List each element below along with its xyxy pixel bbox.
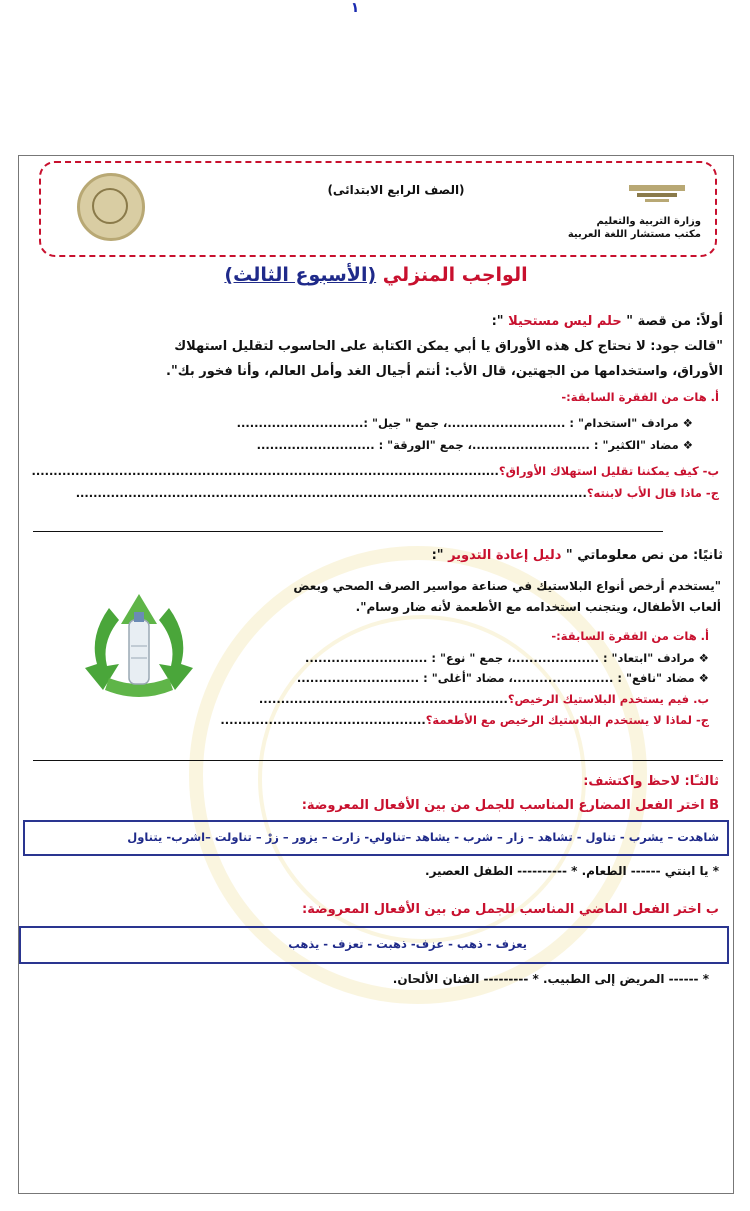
- section3-heading: ثالثـًا: لاحظ واكتشف:: [583, 774, 719, 789]
- verbs-options-2: يعزف - ذهب - عزف- ذهبت - تعزف - يذهب: [288, 937, 527, 951]
- section2-question-c: ج- لماذا لا يستخدم البلاستيك الرخيص مع الأطعمة؟...............................................: [220, 713, 709, 727]
- section1-question-c: ج- ماذا قال الأب لابنته؟.....................................................................................................................: [75, 486, 719, 500]
- verbs-box-2: [19, 926, 729, 964]
- section1-question-a-item2: ❖ مضاد "الكثير" : ...........................، جمع "الورقة" : ...........................: [256, 438, 693, 452]
- title-week: (الأسبوع الثالث): [224, 264, 377, 286]
- verbs-box-1: [23, 820, 729, 856]
- grade-label: (الصف الرابع الابتدائى): [327, 183, 465, 197]
- page-title: [19, 264, 733, 286]
- section1-question-b: ب- كيف يمكننا تقليل استهلاك الأوراق؟...........................................................................................................: [31, 464, 719, 478]
- section2-paragraph-line2: ألعاب الأطفال، ويتجنب استخدامه مع الأطعمة لأنه ضار وسام".: [355, 600, 721, 614]
- section1-paragraph: [23, 334, 723, 384]
- divider-2: [33, 760, 723, 761]
- section2-question-a-item1: ❖ مرادف "ابتعاد" : ....................، جمع " نوع" : ............................: [305, 651, 709, 665]
- section2-question-a-item2: ❖ مضاد "نافع" : .......................، مضاد "أغلى" : ............................: [296, 671, 709, 685]
- section3-sentence1: * يا ابنتي ------ الطعام. * ---------- الطفل العصير.: [425, 864, 719, 878]
- ministry-logo-icon: [627, 181, 687, 207]
- section1-question-a: أ. هات من الفقرة السابقة:-: [561, 390, 719, 404]
- section1-question-a-item1: ❖ مرادف "استخدام" : ...........................، جمع " جيل" :.............................: [236, 416, 693, 430]
- recycle-bottle-icon: [79, 586, 199, 706]
- section3-sentence2: * ------ المريض إلى الطبيب. * --------- الفنان الألحان.: [392, 972, 709, 986]
- section2-paragraph: [221, 576, 721, 618]
- section2-question-b: ب. فيم يستخدم البلاستيك الرخيص؟.........................................................: [258, 692, 709, 706]
- ministry-line1: وزارة التربية والتعليم: [596, 216, 701, 227]
- section2-heading: ثانيًا: من نص معلوماتي " دليل إعادة التدوير ":: [431, 548, 723, 563]
- section3-instruction1: B اختر الفعل المضارع المناسب للجمل من بين الأفعال المعروضة:: [301, 798, 719, 813]
- ministry-name: [531, 215, 701, 241]
- title-main: الواجب المنزلي: [382, 264, 528, 286]
- section2-paragraph-line1: "يستخدم أرخص أنواع البلاستيك في صناعة مواسير الصرف الصحي وبعض: [293, 579, 721, 593]
- ministry-line2: مكتب مستشار اللغة العربية: [567, 229, 701, 240]
- ministry-seal-logo: [77, 173, 145, 241]
- verbs-options-1: شاهدت – يشرب - تناول - تشاهد – زار – شرب - يشاهد –تناولي- زارت – يزور – زرْ – تناولت –اشرب- يتناول: [127, 830, 719, 844]
- section2-question-a: أ. هات من الفقرة السابقة:-: [551, 629, 709, 643]
- section1-heading: أولاً: من قصة " حلم ليس مستحيلا ":: [491, 314, 723, 329]
- section3-instruction2: ب‌ اختر الفعل الماضي المناسب للجمل من بين الأفعال المعروضة:: [302, 902, 719, 917]
- section1-paragraph-line2: الأوراق، واستخدامها من الجهتين، قال الأب: أنتم أجيال الغد وأمل العالم، وأنا فخور بك".: [166, 364, 723, 379]
- section1-paragraph-line1: "قالت جود: لا نحتاج كل هذه الأوراق يا أبي يمكن الكتابة على الحاسوب لتقليل استهلاك: [174, 339, 723, 354]
- header-box: [39, 161, 717, 257]
- worksheet: [18, 155, 734, 1194]
- page-number: ١: [350, 0, 360, 16]
- divider-1: [33, 531, 663, 532]
